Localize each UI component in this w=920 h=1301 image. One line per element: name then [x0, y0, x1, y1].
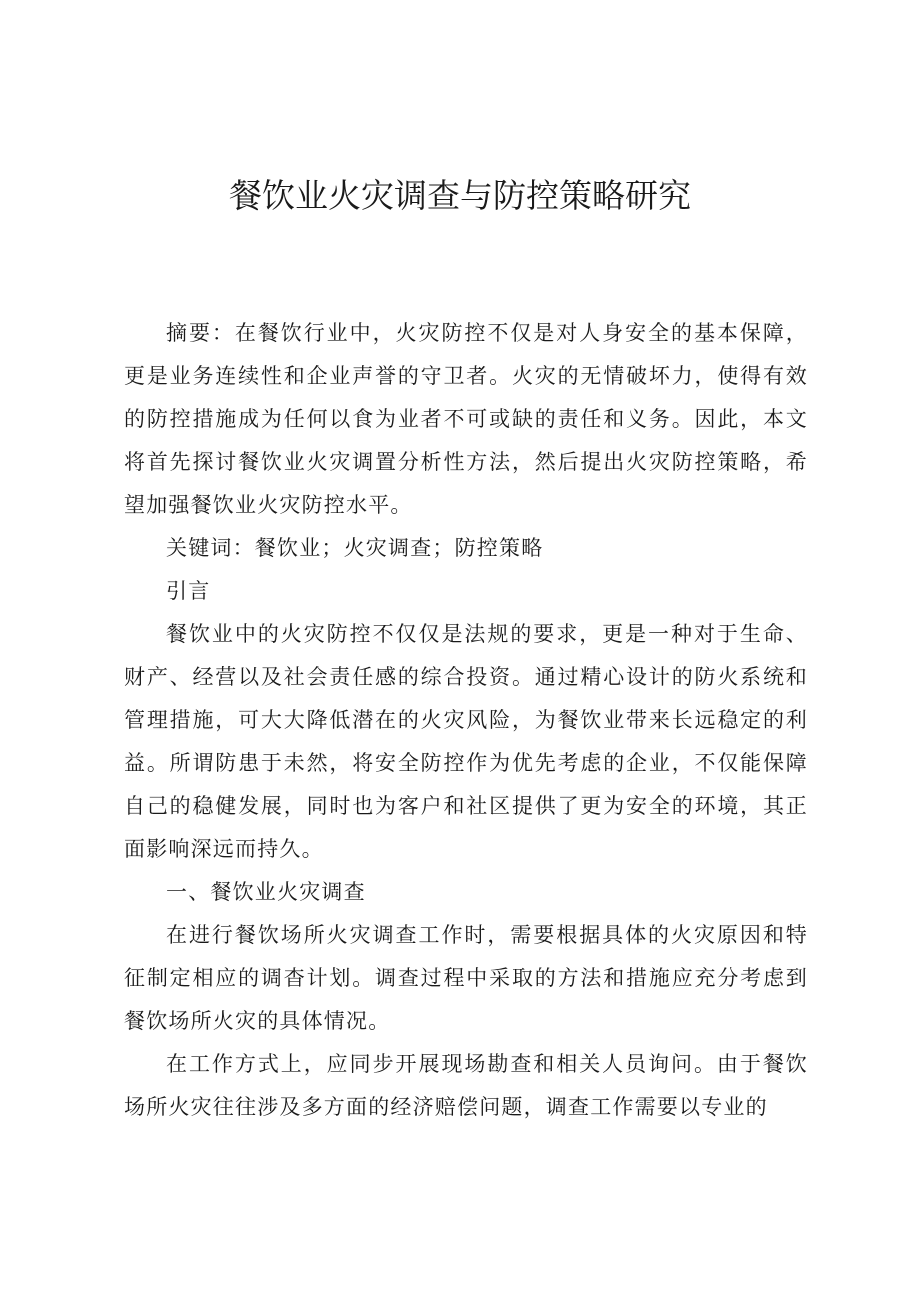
abstract-paragraph: 摘要：在餐饮行业中，火灾防控不仅是对人身安全的基本保障，更是业务连续性和企业声誉的守卫者。火灾的无情破坏力，使得有效的防控措施成为任何以食为业者不可或缺的责任和义务。因此，本文将首先探讨餐饮业火灾调置分析性方法，然后提出火灾防控策略，希望加强餐饮业火灾防控水平。 [124, 321, 808, 517]
keywords-line: 关键词：餐饮业；火灾调查；防控策略 [166, 536, 544, 560]
section-1-paragraph-1: 在进行餐饮场所火灾调查工作时，需要根据具体的火灾原因和特征制定相应的调杳计划。调查过程中采取的方法和措施应充分考虑到餐饮场所火灾的具体情况。 [124, 923, 808, 1033]
section-1-heading: 一、餐饮业火灾调查 [166, 880, 366, 904]
intro-heading: 引言 [166, 579, 211, 603]
intro-paragraph: 餐饮业中的火灾防控不仅仅是法规的要求，更是一种对于生命、财产、经营以及社会责任感的综合投资。通过精心设计的防火系统和管理措施，可大大降低潜在的火灾风险，为餐饮业带来长远稳定的利益。所谓防患于未然，将安全防控作为优先考虑的企业，不仅能保障自己的稳健发展，同时也为客户和社区提供了更为安全的环境，其正面影响深远而持久。 [124, 622, 808, 861]
section-1-paragraph-2: 在工作方式上，应同步开展现场勘查和相关人员询问。由于餐饮场所火灾往往涉及多方面的经济赔偿问题，调查工作需要以专业的 [124, 1052, 808, 1119]
document-body [124, 312, 808, 1129]
document-title: 餐饮业火灾调查与防控策略研究 [229, 176, 691, 215]
